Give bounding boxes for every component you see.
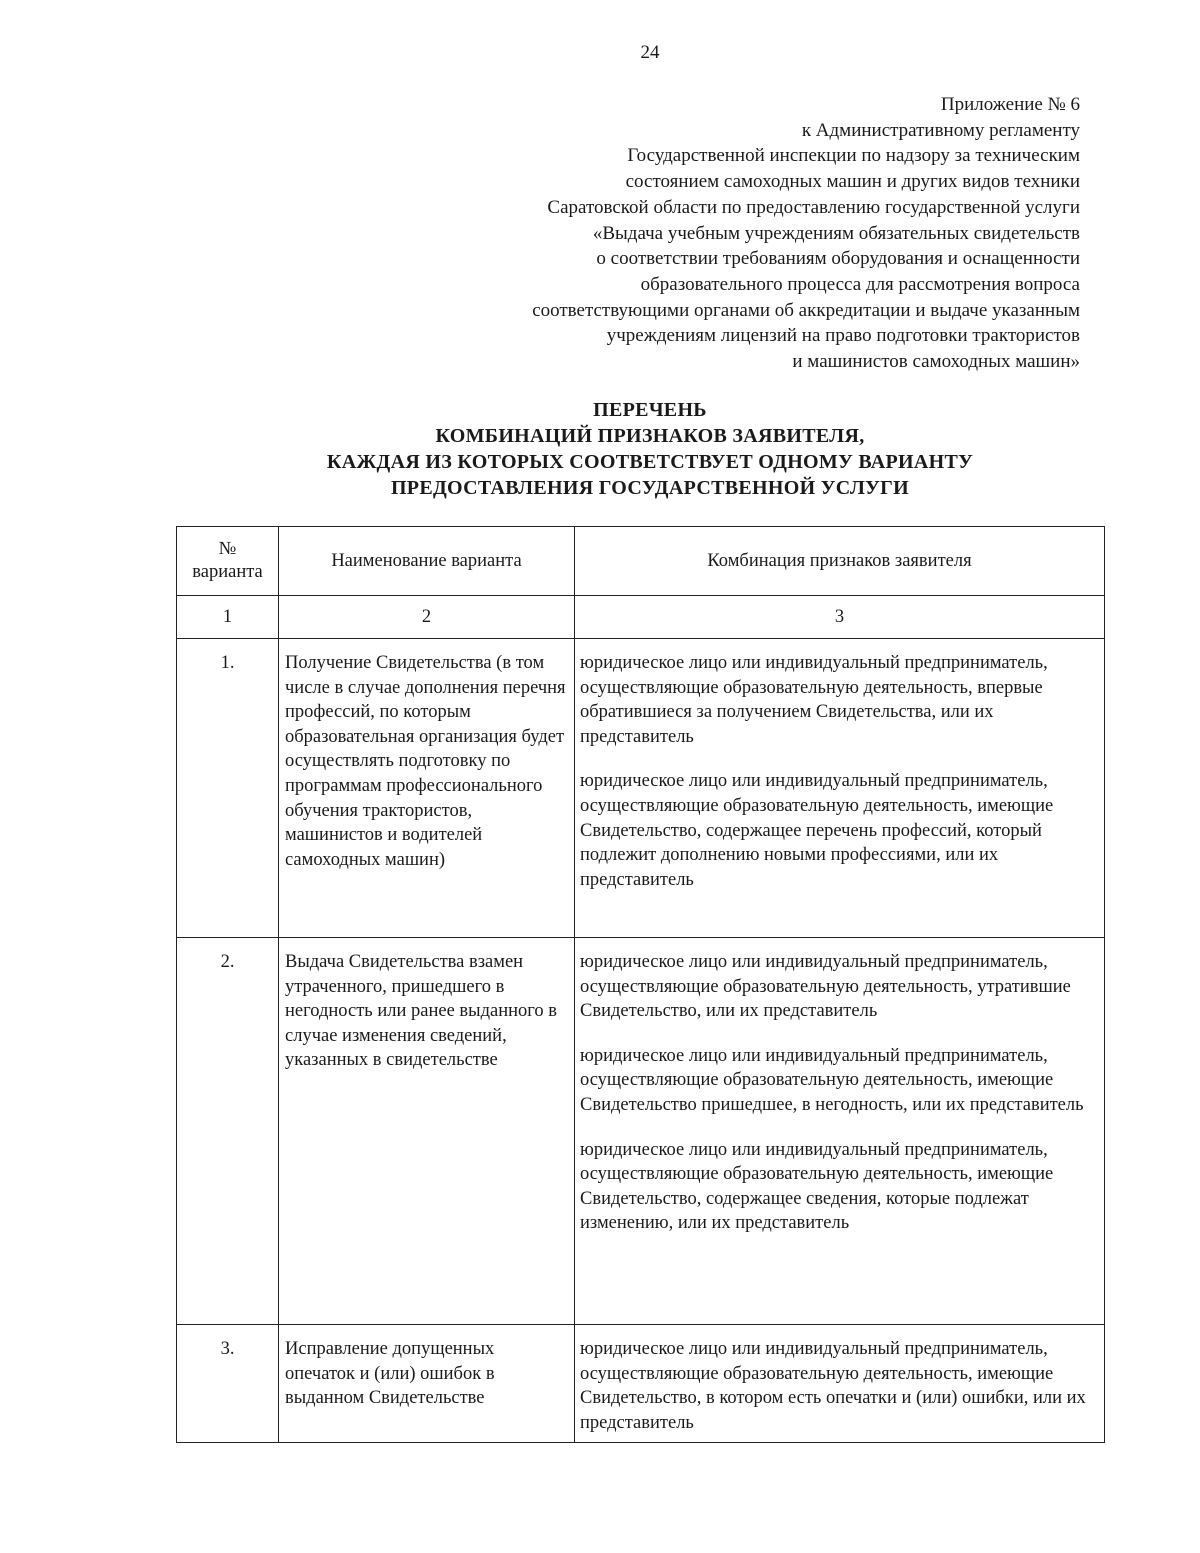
appendix-line: Государственной инспекции по надзору за техническим xyxy=(627,145,1080,167)
appendix-line: соответствующими органами об аккредитации и выдаче указанным xyxy=(532,299,1080,321)
appendix-line: «Выдача учебным учреждениям обязательных свидетельств xyxy=(592,222,1080,244)
appendix-line: учреждениям лицензий на право подготовки трактористов xyxy=(606,325,1080,347)
appendix-line: состоянием самоходных машин и других видов техники xyxy=(625,171,1080,193)
combination-item: юридическое лицо или индивидуальный предприниматель, осуществляющие образовательную деятельность, впервые обратившиеся за получением Свидетельства, или их представитель xyxy=(580,653,1048,747)
combination-item: юридическое лицо или индивидуальный предприниматель, осуществляющие образовательную деятельность, утратившие Свидетельство, или их представитель xyxy=(580,952,1071,1022)
variant-number: 1. xyxy=(177,639,279,938)
combination-item: юридическое лицо или индивидуальный предприниматель, осуществляющие образовательную деятельность, имеющие Свидетельство, в котором есть опечатки и (или) ошибки, или их представитель xyxy=(580,1339,1086,1433)
column-number: 3 xyxy=(575,596,1105,639)
table-row xyxy=(177,639,1105,938)
appendix-line: и машинистов самоходных машин» xyxy=(792,351,1080,373)
header-variant-name: Наименование варианта xyxy=(279,527,575,596)
table-row xyxy=(177,938,1105,1325)
appendix-line: о соответствии требованиям оборудования и оснащенности xyxy=(596,248,1080,270)
variants-table xyxy=(176,526,1105,1443)
appendix-header xyxy=(380,92,1080,375)
title-line: КАЖДАЯ ИЗ КОТОРЫХ СООТВЕТСТВУЕТ ОДНОМУ ВАРИАНТУ xyxy=(326,451,974,473)
combination-item: юридическое лицо или индивидуальный предприниматель, осуществляющие образовательную деятельность, имеющие Свидетельство пришедшее, в негодность, или их представитель xyxy=(580,1045,1084,1115)
table-header-row xyxy=(177,527,1105,596)
column-number: 1 xyxy=(177,596,279,639)
combination-item: юридическое лицо или индивидуальный предприниматель, осуществляющие образовательную деятельность, имеющие Свидетельство, содержащее сведения, которые подлежат изменению, или их представитель xyxy=(580,1139,1054,1234)
header-number-sign: № xyxy=(218,539,237,559)
variant-number: 2. xyxy=(177,938,279,1325)
table-row xyxy=(177,1325,1105,1443)
combination-item: юридическое лицо или индивидуальный предприниматель, осуществляющие образовательную деятельность, имеющие Свидетельство, содержащее перечень профессий, который подлежит дополнению новыми профессиями, или их представитель xyxy=(580,771,1054,890)
header-variant-number xyxy=(177,527,279,596)
appendix-line: Саратовской области по предоставлению государственной услуги xyxy=(547,196,1080,218)
variant-number: 3. xyxy=(177,1325,279,1443)
title-line: ПЕРЕЧЕНЬ xyxy=(593,399,707,421)
variant-combinations xyxy=(575,938,1105,1325)
appendix-line: к Административному регламенту xyxy=(801,119,1080,141)
column-number-row xyxy=(177,596,1105,639)
variant-name: Исправление допущенных опечаток и (или) ошибок в выданном Свидетельстве xyxy=(279,1325,575,1443)
column-number: 2 xyxy=(279,596,575,639)
appendix-line: образовательного процесса для рассмотрения вопроса xyxy=(640,273,1080,295)
document-title xyxy=(0,397,1200,501)
title-line: КОМБИНАЦИЙ ПРИЗНАКОВ ЗАЯВИТЕЛЯ, xyxy=(435,425,865,447)
variant-name: Получение Свидетельства (в том числе в случае дополнения перечня профессий, по которым образовательная организация будет осуществлять подготовку по программам профессионального обучения трактористов, машинистов и водителей самоходных машин) xyxy=(279,639,575,938)
header-variant-word: варианта xyxy=(192,562,263,582)
page-number: 24 xyxy=(640,42,660,63)
appendix-line: Приложение № 6 xyxy=(940,94,1080,115)
header-combination: Комбинация признаков заявителя xyxy=(575,527,1105,596)
variant-combinations xyxy=(575,639,1105,938)
title-line: ПРЕДОСТАВЛЕНИЯ ГОСУДАРСТВЕННОЙ УСЛУГИ xyxy=(390,477,910,499)
variant-combinations xyxy=(575,1325,1105,1443)
variant-name: Выдача Свидетельства взамен утраченного, пришедшего в негодность или ранее выданного в случае изменения сведений, указанных в свидетельстве xyxy=(279,938,575,1325)
